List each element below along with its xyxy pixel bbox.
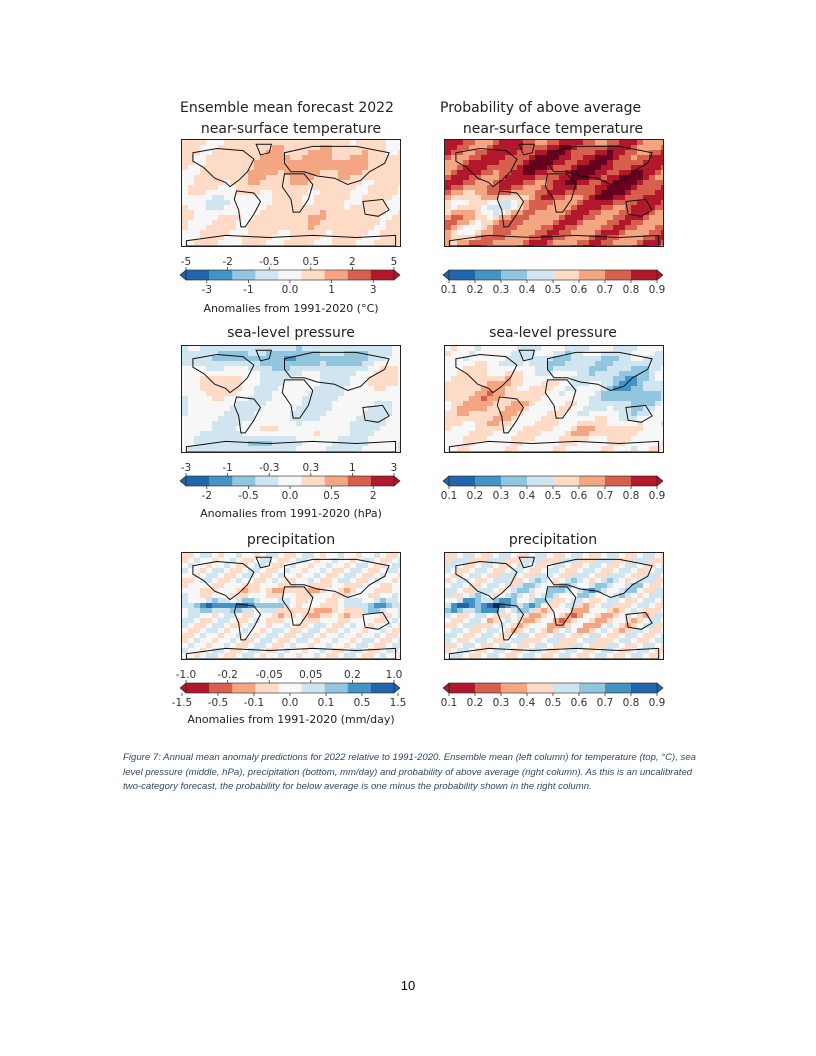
colorbar-extend-right	[394, 683, 400, 693]
colorbar-segment	[579, 476, 605, 486]
colorbar-bottom-label: 3	[369, 284, 377, 296]
panel-title: precipitation	[246, 532, 336, 548]
colorbar-extend-left	[180, 683, 186, 693]
panel-title: sea-level pressure	[489, 325, 617, 341]
figure-caption: Figure 7: Annual mean anomaly predictions for 2022 relative to 1991-2020. Ensemble mean (left column) for temperature (top, °C), sea level pressure (middle, hPa), precipitation (bottom, mm/day) and probability of above average (right column). As this is an uncalibrated two-category forecast, the probability for below average is one minus the probability shown in the right column.	[123, 752, 697, 792]
colorbar-segment	[475, 476, 501, 486]
colorbar-bottom-label: 0.0	[281, 284, 299, 296]
colorbar-segment	[631, 270, 657, 280]
colorbar-segment	[232, 683, 255, 693]
colorbar-bottom-label: 0.0	[281, 697, 299, 709]
panel-title: sea-level pressure	[227, 325, 355, 341]
colorbar-segment	[232, 476, 255, 486]
colorbar-top-label: -1	[222, 462, 233, 474]
colorbar-segment	[527, 270, 553, 280]
colorbar-segment	[449, 683, 475, 693]
anomaly-field	[182, 140, 400, 246]
colorbar-extend-left	[180, 476, 186, 486]
colorbar-top-label: -5	[180, 256, 192, 268]
right-column-title: Probability of above average	[440, 100, 642, 116]
colorbar-top-label: 1.0	[385, 669, 403, 681]
colorbar-bottom-label: 0.5	[353, 697, 371, 709]
left-column-title: Ensemble mean forecast 2022	[180, 100, 394, 116]
colorbar-extend-right	[657, 476, 663, 486]
colorbar-segment	[209, 270, 232, 280]
page-number: 10	[400, 978, 416, 993]
colorbar-bottom-label: 0.2	[466, 697, 484, 709]
colorbar-temperature-probability	[440, 254, 666, 296]
colorbar-bottom-label: 0.9	[648, 284, 666, 296]
colorbar-top-label: 1	[349, 462, 356, 474]
colorbar-bottom-label: 0.6	[570, 697, 588, 709]
colorbar-segment	[631, 683, 657, 693]
units-label: Anomalies from 1991-2020 (hPa)	[200, 507, 382, 520]
anomaly-field	[445, 553, 663, 659]
colorbar-top-label: 0.5	[302, 256, 320, 268]
colorbar-extend-right	[657, 270, 663, 280]
units-label: Anomalies from 1991-2020 (°C)	[203, 302, 379, 315]
colorbar-bottom-label: 2	[369, 490, 377, 502]
colorbar-bottom-label: 0.8	[622, 490, 640, 502]
map-precipitation-probability	[444, 552, 664, 660]
colorbar-top-label: -0.5	[258, 256, 280, 268]
colorbar-segment	[501, 270, 527, 280]
anomaly-field	[445, 140, 663, 246]
colorbar-precipitation-probability	[440, 667, 666, 709]
colorbar-bottom-label: -2	[201, 490, 213, 502]
colorbar-segment	[348, 270, 371, 280]
colorbar-segment	[579, 683, 605, 693]
colorbar-top-label: -0.05	[255, 669, 283, 681]
colorbar-segment	[302, 683, 325, 693]
colorbar-segment	[475, 270, 501, 280]
colorbar-bottom-label: 0.2	[466, 284, 484, 296]
map-temperature-mean	[181, 139, 401, 247]
colorbar-segment	[475, 683, 501, 693]
colorbar-segment	[302, 270, 325, 280]
colorbar-segment	[449, 270, 475, 280]
colorbar-top-label: 0.3	[302, 462, 320, 474]
colorbar-top-label: 2	[349, 256, 356, 268]
colorbar-bottom-label: 0.5	[544, 490, 562, 502]
colorbar-top-label: -2	[222, 256, 233, 268]
colorbar-segment	[501, 476, 527, 486]
colorbar-segment	[325, 683, 348, 693]
colorbar-bottom-label: 0.7	[596, 490, 614, 502]
colorbar-extend-left	[180, 270, 186, 280]
colorbar-bottom-label: 0.4	[518, 490, 536, 502]
colorbar-segment	[209, 683, 232, 693]
colorbar-bottom-label: 0.3	[492, 697, 510, 709]
colorbar-segment	[371, 270, 394, 280]
colorbar-extend-left	[443, 270, 449, 280]
colorbar-segment	[553, 270, 579, 280]
colorbar-bottom-label: 0.5	[323, 490, 340, 502]
colorbar-segment	[605, 270, 631, 280]
map-precipitation-mean	[181, 552, 401, 660]
colorbar-top-label: -3	[180, 462, 192, 474]
colorbar-segment	[186, 683, 209, 693]
colorbar-extend-right	[394, 476, 400, 486]
colorbar-bottom-label: 0.4	[518, 697, 536, 709]
panel-title: near-surface temperature	[462, 121, 644, 137]
colorbar-segment	[348, 683, 371, 693]
colorbar-bottom-label: 0.8	[622, 697, 640, 709]
colorbar-bottom-label: 0.1	[317, 697, 335, 709]
colorbar-top-label: -0.3	[258, 462, 280, 474]
colorbar-bottom-label: -0.5	[207, 697, 229, 709]
colorbar-pressure-mean	[180, 460, 400, 500]
colorbar-segment	[631, 476, 657, 486]
colorbar-segment	[371, 476, 394, 486]
colorbar-bottom-label: -1.5	[171, 697, 193, 709]
colorbar-top-label: 0.05	[299, 669, 323, 681]
colorbar-segment	[449, 476, 475, 486]
colorbar-segment	[186, 270, 209, 280]
panel-title: precipitation	[508, 532, 598, 548]
colorbar-segment	[527, 476, 553, 486]
colorbar-segment	[527, 683, 553, 693]
colorbar-segment	[605, 476, 631, 486]
anomaly-field	[182, 553, 400, 659]
colorbar-bottom-label: 0.3	[492, 490, 510, 502]
colorbar-bottom-label: 0.5	[544, 284, 562, 296]
colorbar-top-label: 5	[390, 256, 398, 268]
colorbar-segment	[255, 270, 278, 280]
colorbar-bottom-label: 0.8	[622, 284, 640, 296]
colorbar-bottom-label: 0.5	[544, 697, 562, 709]
colorbar-bottom-label: 1	[328, 284, 335, 296]
colorbar-bottom-label: 0.1	[440, 284, 458, 296]
colorbar-segment	[255, 476, 278, 486]
colorbar-bottom-label: 1.5	[389, 697, 407, 709]
map-pressure-probability	[444, 345, 664, 453]
colorbar-top-label: 0.2	[344, 669, 361, 681]
colorbar-segment	[325, 476, 348, 486]
colorbar-segment	[371, 683, 394, 693]
colorbar-bottom-label: 0.1	[440, 697, 458, 709]
map-temperature-probability	[444, 139, 664, 247]
colorbar-segment	[278, 476, 301, 486]
colorbar-top-label: 3	[390, 462, 398, 474]
colorbar-extend-left	[443, 476, 449, 486]
colorbar-bottom-label: 0.3	[492, 284, 510, 296]
colorbar-segment	[302, 476, 325, 486]
units-label: Anomalies from 1991-2020 (mm/day)	[187, 713, 395, 726]
colorbar-segment	[278, 270, 301, 280]
panel-title: near-surface temperature	[200, 121, 382, 137]
colorbar-bottom-label: -1	[243, 284, 254, 296]
colorbar-segment	[605, 683, 631, 693]
colorbar-segment	[579, 270, 605, 280]
colorbar-precipitation-mean	[171, 667, 407, 709]
colorbar-bottom-label: 0.4	[518, 284, 536, 296]
colorbar-extend-right	[394, 270, 400, 280]
colorbar-extend-right	[657, 683, 663, 693]
colorbar-bottom-label: 0.0	[281, 490, 299, 502]
colorbar-segment	[501, 683, 527, 693]
colorbar-bottom-label: 0.9	[648, 697, 666, 709]
colorbar-bottom-label: 0.9	[648, 490, 666, 502]
colorbar-top-label: -0.2	[217, 669, 238, 681]
colorbar-segment	[255, 683, 278, 693]
colorbar-segment	[278, 683, 301, 693]
colorbar-bottom-label: 0.7	[596, 284, 614, 296]
map-pressure-mean	[181, 345, 401, 453]
colorbar-bottom-label: 0.2	[466, 490, 484, 502]
colorbar-bottom-label: 0.6	[570, 284, 588, 296]
colorbar-bottom-label: 0.7	[596, 697, 614, 709]
colorbar-top-label: -1.0	[175, 669, 197, 681]
colorbar-segment	[325, 270, 348, 280]
anomaly-field	[445, 346, 663, 452]
colorbar-segment	[209, 476, 232, 486]
colorbar-segment	[348, 476, 371, 486]
colorbar-segment	[232, 270, 255, 280]
colorbar-bottom-label: -0.1	[243, 697, 265, 709]
anomaly-field	[182, 346, 400, 452]
colorbar-segment	[553, 476, 579, 486]
colorbar-segment	[553, 683, 579, 693]
colorbar-segment	[186, 476, 209, 486]
colorbar-pressure-probability	[440, 460, 666, 502]
colorbar-bottom-label: -3	[201, 284, 213, 296]
colorbar-extend-left	[443, 683, 449, 693]
colorbar-temperature-mean	[180, 254, 400, 294]
colorbar-bottom-label: -0.5	[238, 490, 259, 502]
colorbar-bottom-label: 0.6	[570, 490, 588, 502]
colorbar-bottom-label: 0.1	[440, 490, 458, 502]
